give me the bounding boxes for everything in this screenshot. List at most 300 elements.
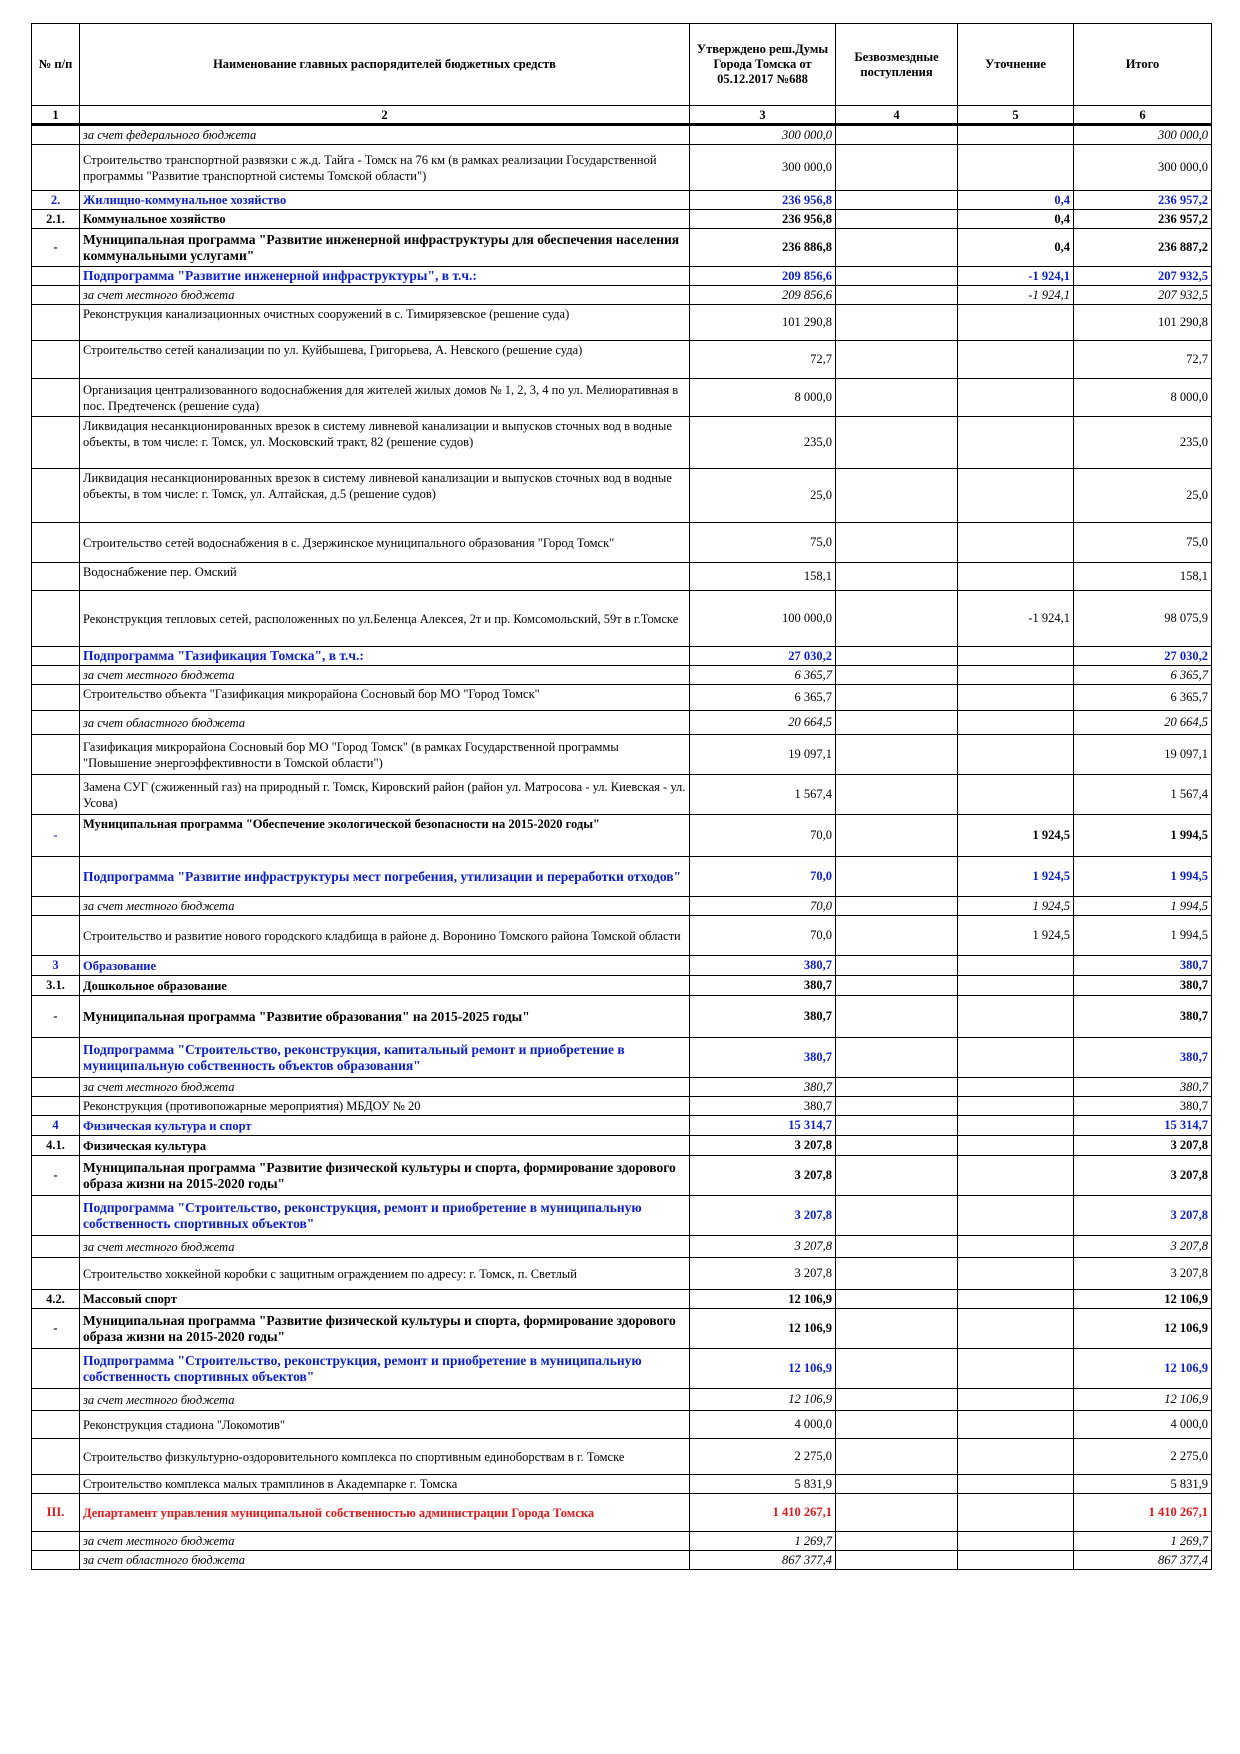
cell-approved: 235,0 — [690, 417, 836, 469]
cell-approved: 380,7 — [690, 1097, 836, 1116]
cell-name: Массовый спорт — [80, 1290, 690, 1309]
table-row — [32, 1475, 1212, 1494]
cell-approved: 25,0 — [690, 469, 836, 523]
cell-refinement: 1 924,5 — [958, 857, 1074, 897]
table-row — [32, 1389, 1212, 1411]
table-row — [32, 1411, 1212, 1439]
table-row — [32, 469, 1212, 523]
cell-name: Муниципальная программа "Развитие инженерной инфраструктуры для обеспечения населения коммунальными услугами" — [80, 229, 690, 267]
cell-gratuitous — [836, 591, 958, 647]
cell-gratuitous — [836, 145, 958, 191]
cell-approved: 5 831,9 — [690, 1475, 836, 1494]
cell-gratuitous — [836, 897, 958, 916]
cell-name: Реконструкция канализационных очистных сооружений в с. Тимирязевское (решение суда) — [80, 305, 690, 341]
cell-number: 4 — [32, 1116, 80, 1136]
cell-approved: 3 207,8 — [690, 1258, 836, 1290]
cell-gratuitous — [836, 775, 958, 815]
cell-refinement — [958, 1551, 1074, 1570]
cell-gratuitous — [836, 1532, 958, 1551]
cell-gratuitous — [836, 956, 958, 976]
cell-refinement: -1 924,1 — [958, 286, 1074, 305]
cell-approved: 380,7 — [690, 1038, 836, 1078]
cell-total: 25,0 — [1074, 469, 1212, 523]
cell-approved: 236 956,8 — [690, 210, 836, 229]
cell-approved: 70,0 — [690, 916, 836, 956]
table-row — [32, 341, 1212, 379]
table-row — [32, 1551, 1212, 1570]
table-row — [32, 976, 1212, 996]
cell-gratuitous — [836, 417, 958, 469]
cell-approved: 12 106,9 — [690, 1309, 836, 1349]
cell-total: 20 664,5 — [1074, 711, 1212, 735]
table-row — [32, 775, 1212, 815]
cell-total: 1 994,5 — [1074, 815, 1212, 857]
cell-refinement: 0,4 — [958, 210, 1074, 229]
cell-gratuitous — [836, 916, 958, 956]
cell-number — [32, 735, 80, 775]
cell-refinement — [958, 1196, 1074, 1236]
cell-name: Департамент управления муниципальной собственностью администрации Города Томска — [80, 1494, 690, 1532]
table-row — [32, 996, 1212, 1038]
column-number-4: 4 — [836, 106, 958, 125]
cell-gratuitous — [836, 711, 958, 735]
cell-approved: 158,1 — [690, 563, 836, 591]
table-row — [32, 523, 1212, 563]
cell-refinement — [958, 711, 1074, 735]
cell-number — [32, 286, 80, 305]
cell-approved: 12 106,9 — [690, 1389, 836, 1411]
table-row — [32, 1196, 1212, 1236]
cell-refinement — [958, 1411, 1074, 1439]
cell-number — [32, 1532, 80, 1551]
cell-gratuitous — [836, 1439, 958, 1475]
cell-total: 4 000,0 — [1074, 1411, 1212, 1439]
table-row — [32, 647, 1212, 666]
cell-name: Физическая культура — [80, 1136, 690, 1156]
cell-name: за счет местного бюджета — [80, 1078, 690, 1097]
cell-number — [32, 1196, 80, 1236]
table-row — [32, 916, 1212, 956]
table-row — [32, 1439, 1212, 1475]
cell-approved: 1 269,7 — [690, 1532, 836, 1551]
cell-gratuitous — [836, 1078, 958, 1097]
table-header — [32, 24, 1212, 125]
table-row — [32, 229, 1212, 267]
cell-name: Коммунальное хозяйство — [80, 210, 690, 229]
cell-refinement — [958, 1290, 1074, 1309]
cell-name: Строительство и развитие нового городского кладбища в районе д. Воронино Томского района Томской области — [80, 916, 690, 956]
cell-total: 3 207,8 — [1074, 1236, 1212, 1258]
cell-total: 867 377,4 — [1074, 1551, 1212, 1570]
cell-number — [32, 647, 80, 666]
cell-number — [32, 469, 80, 523]
cell-name: за счет областного бюджета — [80, 1551, 690, 1570]
cell-number: - — [32, 1156, 80, 1196]
cell-gratuitous — [836, 1038, 958, 1078]
cell-total: 6 365,7 — [1074, 666, 1212, 685]
table-row — [32, 1290, 1212, 1309]
cell-refinement — [958, 417, 1074, 469]
header-gratuitous: Безвозмездные поступления — [836, 24, 958, 106]
cell-name: Муниципальная программа "Развитие образования" на 2015-2025 годы" — [80, 996, 690, 1038]
cell-refinement: 1 924,5 — [958, 897, 1074, 916]
column-number-3: 3 — [690, 106, 836, 125]
table-row — [32, 286, 1212, 305]
cell-name: Водоснабжение пер. Омский — [80, 563, 690, 591]
cell-gratuitous — [836, 685, 958, 711]
cell-gratuitous — [836, 647, 958, 666]
cell-number — [32, 685, 80, 711]
cell-number — [32, 1475, 80, 1494]
table-row — [32, 1136, 1212, 1156]
cell-gratuitous — [836, 1411, 958, 1439]
cell-approved: 380,7 — [690, 956, 836, 976]
cell-approved: 27 030,2 — [690, 647, 836, 666]
cell-approved: 867 377,4 — [690, 1551, 836, 1570]
cell-gratuitous — [836, 1236, 958, 1258]
cell-approved: 3 207,8 — [690, 1156, 836, 1196]
cell-number — [32, 267, 80, 286]
cell-approved: 100 000,0 — [690, 591, 836, 647]
cell-name: Ликвидация несанкционированных врезок в систему ливневой канализации и выпусков сточных вод в водные объекты, в том числе: г. Томск, ул. Московский тракт, 82 (решение судов) — [80, 417, 690, 469]
cell-approved: 15 314,7 — [690, 1116, 836, 1136]
cell-number: - — [32, 229, 80, 267]
cell-gratuitous — [836, 735, 958, 775]
cell-gratuitous — [836, 1475, 958, 1494]
cell-number — [32, 916, 80, 956]
cell-total: 15 314,7 — [1074, 1116, 1212, 1136]
cell-number — [32, 305, 80, 341]
cell-total: 236 957,2 — [1074, 210, 1212, 229]
cell-total: 380,7 — [1074, 1038, 1212, 1078]
cell-number — [32, 857, 80, 897]
cell-number — [32, 145, 80, 191]
cell-refinement — [958, 1136, 1074, 1156]
cell-gratuitous — [836, 286, 958, 305]
cell-refinement — [958, 685, 1074, 711]
table-row — [32, 145, 1212, 191]
cell-refinement — [958, 956, 1074, 976]
cell-refinement — [958, 379, 1074, 417]
cell-number — [32, 1551, 80, 1570]
cell-number — [32, 711, 80, 735]
cell-number — [32, 775, 80, 815]
cell-total: 12 106,9 — [1074, 1290, 1212, 1309]
cell-total: 380,7 — [1074, 1097, 1212, 1116]
cell-total: 5 831,9 — [1074, 1475, 1212, 1494]
cell-number — [32, 523, 80, 563]
cell-total: 3 207,8 — [1074, 1156, 1212, 1196]
cell-name: Дошкольное образование — [80, 976, 690, 996]
cell-approved: 12 106,9 — [690, 1349, 836, 1389]
cell-gratuitous — [836, 1258, 958, 1290]
header-refinement: Уточнение — [958, 24, 1074, 106]
cell-gratuitous — [836, 469, 958, 523]
cell-number — [32, 1097, 80, 1116]
cell-total: 300 000,0 — [1074, 125, 1212, 145]
cell-name: Ликвидация несанкционированных врезок в систему ливневой канализации и выпусков сточных вод в водные объекты, в том числе: г. Томск, ул. Алтайская, д.5 (решение судов) — [80, 469, 690, 523]
cell-approved: 101 290,8 — [690, 305, 836, 341]
cell-gratuitous — [836, 267, 958, 286]
cell-total: 98 075,9 — [1074, 591, 1212, 647]
cell-refinement: 0,4 — [958, 191, 1074, 210]
cell-approved: 300 000,0 — [690, 145, 836, 191]
cell-name: Образование — [80, 956, 690, 976]
cell-refinement — [958, 647, 1074, 666]
cell-name: Подпрограмма "Газификация Томска", в т.ч.: — [80, 647, 690, 666]
cell-total: 72,7 — [1074, 341, 1212, 379]
cell-total: 207 932,5 — [1074, 267, 1212, 286]
cell-refinement — [958, 1258, 1074, 1290]
cell-number — [32, 1078, 80, 1097]
table-row — [32, 591, 1212, 647]
cell-name: Газификация микрорайона Сосновый бор МО "Город Томск" (в рамках Государственной программы "Повышение энергоэффективности в Томской области") — [80, 735, 690, 775]
cell-approved: 380,7 — [690, 976, 836, 996]
cell-refinement — [958, 1349, 1074, 1389]
cell-total: 1 994,5 — [1074, 857, 1212, 897]
cell-approved: 19 097,1 — [690, 735, 836, 775]
cell-total: 1 269,7 — [1074, 1532, 1212, 1551]
cell-total: 19 097,1 — [1074, 735, 1212, 775]
cell-name: Жилищно-коммунальное хозяйство — [80, 191, 690, 210]
cell-name: за счет местного бюджета — [80, 286, 690, 305]
header-name: Наименование главных распорядителей бюджетных средств — [80, 24, 690, 106]
cell-total: 300 000,0 — [1074, 145, 1212, 191]
cell-approved: 4 000,0 — [690, 1411, 836, 1439]
cell-refinement — [958, 523, 1074, 563]
table-row — [32, 897, 1212, 916]
cell-approved: 8 000,0 — [690, 379, 836, 417]
cell-number: 2.1. — [32, 210, 80, 229]
cell-name: Реконструкция стадиона "Локомотив" — [80, 1411, 690, 1439]
budget-table — [31, 23, 1212, 1570]
cell-approved: 75,0 — [690, 523, 836, 563]
table-row — [32, 666, 1212, 685]
cell-gratuitous — [836, 191, 958, 210]
table-row — [32, 1349, 1212, 1389]
cell-gratuitous — [836, 857, 958, 897]
cell-name: Реконструкция тепловых сетей, расположенных по ул.Беленца Алексея, 2т и пр. Комсомольский, 59т в г.Томске — [80, 591, 690, 647]
cell-refinement — [958, 1439, 1074, 1475]
cell-number: 3.1. — [32, 976, 80, 996]
cell-total: 380,7 — [1074, 1078, 1212, 1097]
cell-name: Замена СУГ (сжиженный газ) на природный г. Томск, Кировский район (район ул. Матросова - ул. Киевская - ул. Усова) — [80, 775, 690, 815]
cell-refinement: -1 924,1 — [958, 267, 1074, 286]
table-row — [32, 1258, 1212, 1290]
column-number-5: 5 — [958, 106, 1074, 125]
cell-total: 3 207,8 — [1074, 1196, 1212, 1236]
cell-total: 207 932,5 — [1074, 286, 1212, 305]
cell-refinement: 1 924,5 — [958, 815, 1074, 857]
column-number-2: 2 — [80, 106, 690, 125]
cell-gratuitous — [836, 976, 958, 996]
cell-refinement — [958, 1532, 1074, 1551]
cell-gratuitous — [836, 1290, 958, 1309]
cell-name: Муниципальная программа "Развитие физической культуры и спорта, формирование здорового образа жизни на 2015-2020 годы" — [80, 1156, 690, 1196]
cell-total: 12 106,9 — [1074, 1389, 1212, 1411]
cell-gratuitous — [836, 563, 958, 591]
cell-gratuitous — [836, 210, 958, 229]
table-row — [32, 956, 1212, 976]
cell-approved: 6 365,7 — [690, 685, 836, 711]
cell-name: за счет местного бюджета — [80, 1532, 690, 1551]
cell-refinement — [958, 1097, 1074, 1116]
table-row — [32, 1078, 1212, 1097]
cell-total: 1 410 267,1 — [1074, 1494, 1212, 1532]
cell-total: 6 365,7 — [1074, 685, 1212, 711]
table-body — [32, 125, 1212, 1570]
cell-refinement: 0,4 — [958, 229, 1074, 267]
header-number: № п/п — [32, 24, 80, 106]
cell-total: 380,7 — [1074, 996, 1212, 1038]
cell-number — [32, 341, 80, 379]
cell-approved: 209 856,6 — [690, 286, 836, 305]
cell-number: III. — [32, 1494, 80, 1532]
cell-name: за счет федерального бюджета — [80, 125, 690, 145]
cell-number — [32, 591, 80, 647]
cell-approved: 6 365,7 — [690, 666, 836, 685]
cell-number: 2. — [32, 191, 80, 210]
table-row — [32, 125, 1212, 145]
cell-gratuitous — [836, 379, 958, 417]
cell-gratuitous — [836, 229, 958, 267]
cell-gratuitous — [836, 996, 958, 1038]
cell-gratuitous — [836, 815, 958, 857]
table-row — [32, 1309, 1212, 1349]
cell-total: 3 207,8 — [1074, 1258, 1212, 1290]
cell-name: Муниципальная программа "Развитие физической культуры и спорта, формирование здорового образа жизни на 2015-2020 годы" — [80, 1309, 690, 1349]
cell-name: Подпрограмма "Развитие инфраструктуры мест погребения, утилизации и переработки отходов" — [80, 857, 690, 897]
cell-approved: 380,7 — [690, 996, 836, 1038]
cell-refinement — [958, 1078, 1074, 1097]
cell-refinement — [958, 125, 1074, 145]
cell-approved: 70,0 — [690, 857, 836, 897]
cell-number — [32, 1349, 80, 1389]
cell-refinement — [958, 1494, 1074, 1532]
cell-name: Строительство объекта "Газификация микрорайона Сосновый бор МО "Город Томск" — [80, 685, 690, 711]
cell-number: - — [32, 815, 80, 857]
cell-total: 101 290,8 — [1074, 305, 1212, 341]
cell-name: за счет местного бюджета — [80, 1389, 690, 1411]
cell-number — [32, 417, 80, 469]
cell-refinement — [958, 469, 1074, 523]
cell-refinement — [958, 145, 1074, 191]
cell-refinement — [958, 1156, 1074, 1196]
table-row — [32, 1097, 1212, 1116]
cell-gratuitous — [836, 1116, 958, 1136]
cell-refinement: 1 924,5 — [958, 916, 1074, 956]
cell-refinement — [958, 996, 1074, 1038]
cell-total: 2 275,0 — [1074, 1439, 1212, 1475]
cell-total: 1 994,5 — [1074, 897, 1212, 916]
cell-refinement — [958, 666, 1074, 685]
cell-name: Строительство сетей канализации по ул. Куйбышева, Григорьева, А. Невского (решение суда) — [80, 341, 690, 379]
cell-total: 236 957,2 — [1074, 191, 1212, 210]
cell-name: Строительство транспортной развязки с ж.д. Тайга - Томск на 76 км (в рамках реализации Государственной программы "Развитие транспортной системы Томской области") — [80, 145, 690, 191]
cell-name: Подпрограмма "Развитие инженерной инфраструктуры", в т.ч.: — [80, 267, 690, 286]
table-row — [32, 379, 1212, 417]
cell-number: 4.1. — [32, 1136, 80, 1156]
cell-approved: 72,7 — [690, 341, 836, 379]
table-row — [32, 685, 1212, 711]
cell-gratuitous — [836, 1309, 958, 1349]
cell-name: Строительство хоккейной коробки с защитным ограждением по адресу: г. Томск, п. Светлый — [80, 1258, 690, 1290]
cell-gratuitous — [836, 523, 958, 563]
table-row — [32, 711, 1212, 735]
cell-gratuitous — [836, 1389, 958, 1411]
cell-total: 12 106,9 — [1074, 1309, 1212, 1349]
cell-number — [32, 1038, 80, 1078]
cell-approved: 300 000,0 — [690, 125, 836, 145]
cell-approved: 236 886,8 — [690, 229, 836, 267]
table-row — [32, 1236, 1212, 1258]
cell-approved: 3 207,8 — [690, 1236, 836, 1258]
cell-total: 1 994,5 — [1074, 916, 1212, 956]
cell-gratuitous — [836, 1136, 958, 1156]
cell-approved: 1 410 267,1 — [690, 1494, 836, 1532]
cell-gratuitous — [836, 1097, 958, 1116]
header-total: Итого — [1074, 24, 1212, 106]
table-row — [32, 563, 1212, 591]
cell-number — [32, 563, 80, 591]
cell-total: 27 030,2 — [1074, 647, 1212, 666]
cell-refinement — [958, 976, 1074, 996]
cell-refinement — [958, 563, 1074, 591]
cell-number — [32, 1258, 80, 1290]
column-number-6: 6 — [1074, 106, 1212, 125]
cell-name: Подпрограмма "Строительство, реконструкция, капитальный ремонт и приобретение в муниципальную собственность объектов образования" — [80, 1038, 690, 1078]
cell-number: - — [32, 1309, 80, 1349]
cell-total: 236 887,2 — [1074, 229, 1212, 267]
cell-approved: 3 207,8 — [690, 1136, 836, 1156]
cell-refinement — [958, 775, 1074, 815]
cell-number: 4.2. — [32, 1290, 80, 1309]
cell-total: 8 000,0 — [1074, 379, 1212, 417]
cell-name: за счет местного бюджета — [80, 1236, 690, 1258]
cell-name: Организация централизованного водоснабжения для жителей жилых домов № 1, 2, 3, 4 по ул. Мелиоративная в пос. Предтеченск (решение суда) — [80, 379, 690, 417]
cell-refinement — [958, 1038, 1074, 1078]
cell-name: за счет местного бюджета — [80, 666, 690, 685]
cell-refinement: -1 924,1 — [958, 591, 1074, 647]
cell-approved: 380,7 — [690, 1078, 836, 1097]
table-row — [32, 210, 1212, 229]
cell-name: Строительство физкультурно-оздоровительного комплекса по спортивным единоборствам в г. Томске — [80, 1439, 690, 1475]
table-row — [32, 735, 1212, 775]
table-row — [32, 191, 1212, 210]
cell-number — [32, 125, 80, 145]
cell-total: 12 106,9 — [1074, 1349, 1212, 1389]
cell-number — [32, 666, 80, 685]
table-row — [32, 267, 1212, 286]
table-row — [32, 305, 1212, 341]
cell-number: - — [32, 996, 80, 1038]
cell-refinement — [958, 1236, 1074, 1258]
cell-approved: 3 207,8 — [690, 1196, 836, 1236]
cell-gratuitous — [836, 1551, 958, 1570]
cell-refinement — [958, 1389, 1074, 1411]
cell-name: Муниципальная программа "Обеспечение экологической безопасности на 2015-2020 годы" — [80, 815, 690, 857]
cell-number — [32, 1411, 80, 1439]
cell-total: 1 567,4 — [1074, 775, 1212, 815]
cell-refinement — [958, 1475, 1074, 1494]
cell-approved: 2 275,0 — [690, 1439, 836, 1475]
cell-total: 75,0 — [1074, 523, 1212, 563]
cell-approved: 236 956,8 — [690, 191, 836, 210]
cell-refinement — [958, 1309, 1074, 1349]
cell-approved: 1 567,4 — [690, 775, 836, 815]
cell-approved: 20 664,5 — [690, 711, 836, 735]
cell-gratuitous — [836, 1349, 958, 1389]
